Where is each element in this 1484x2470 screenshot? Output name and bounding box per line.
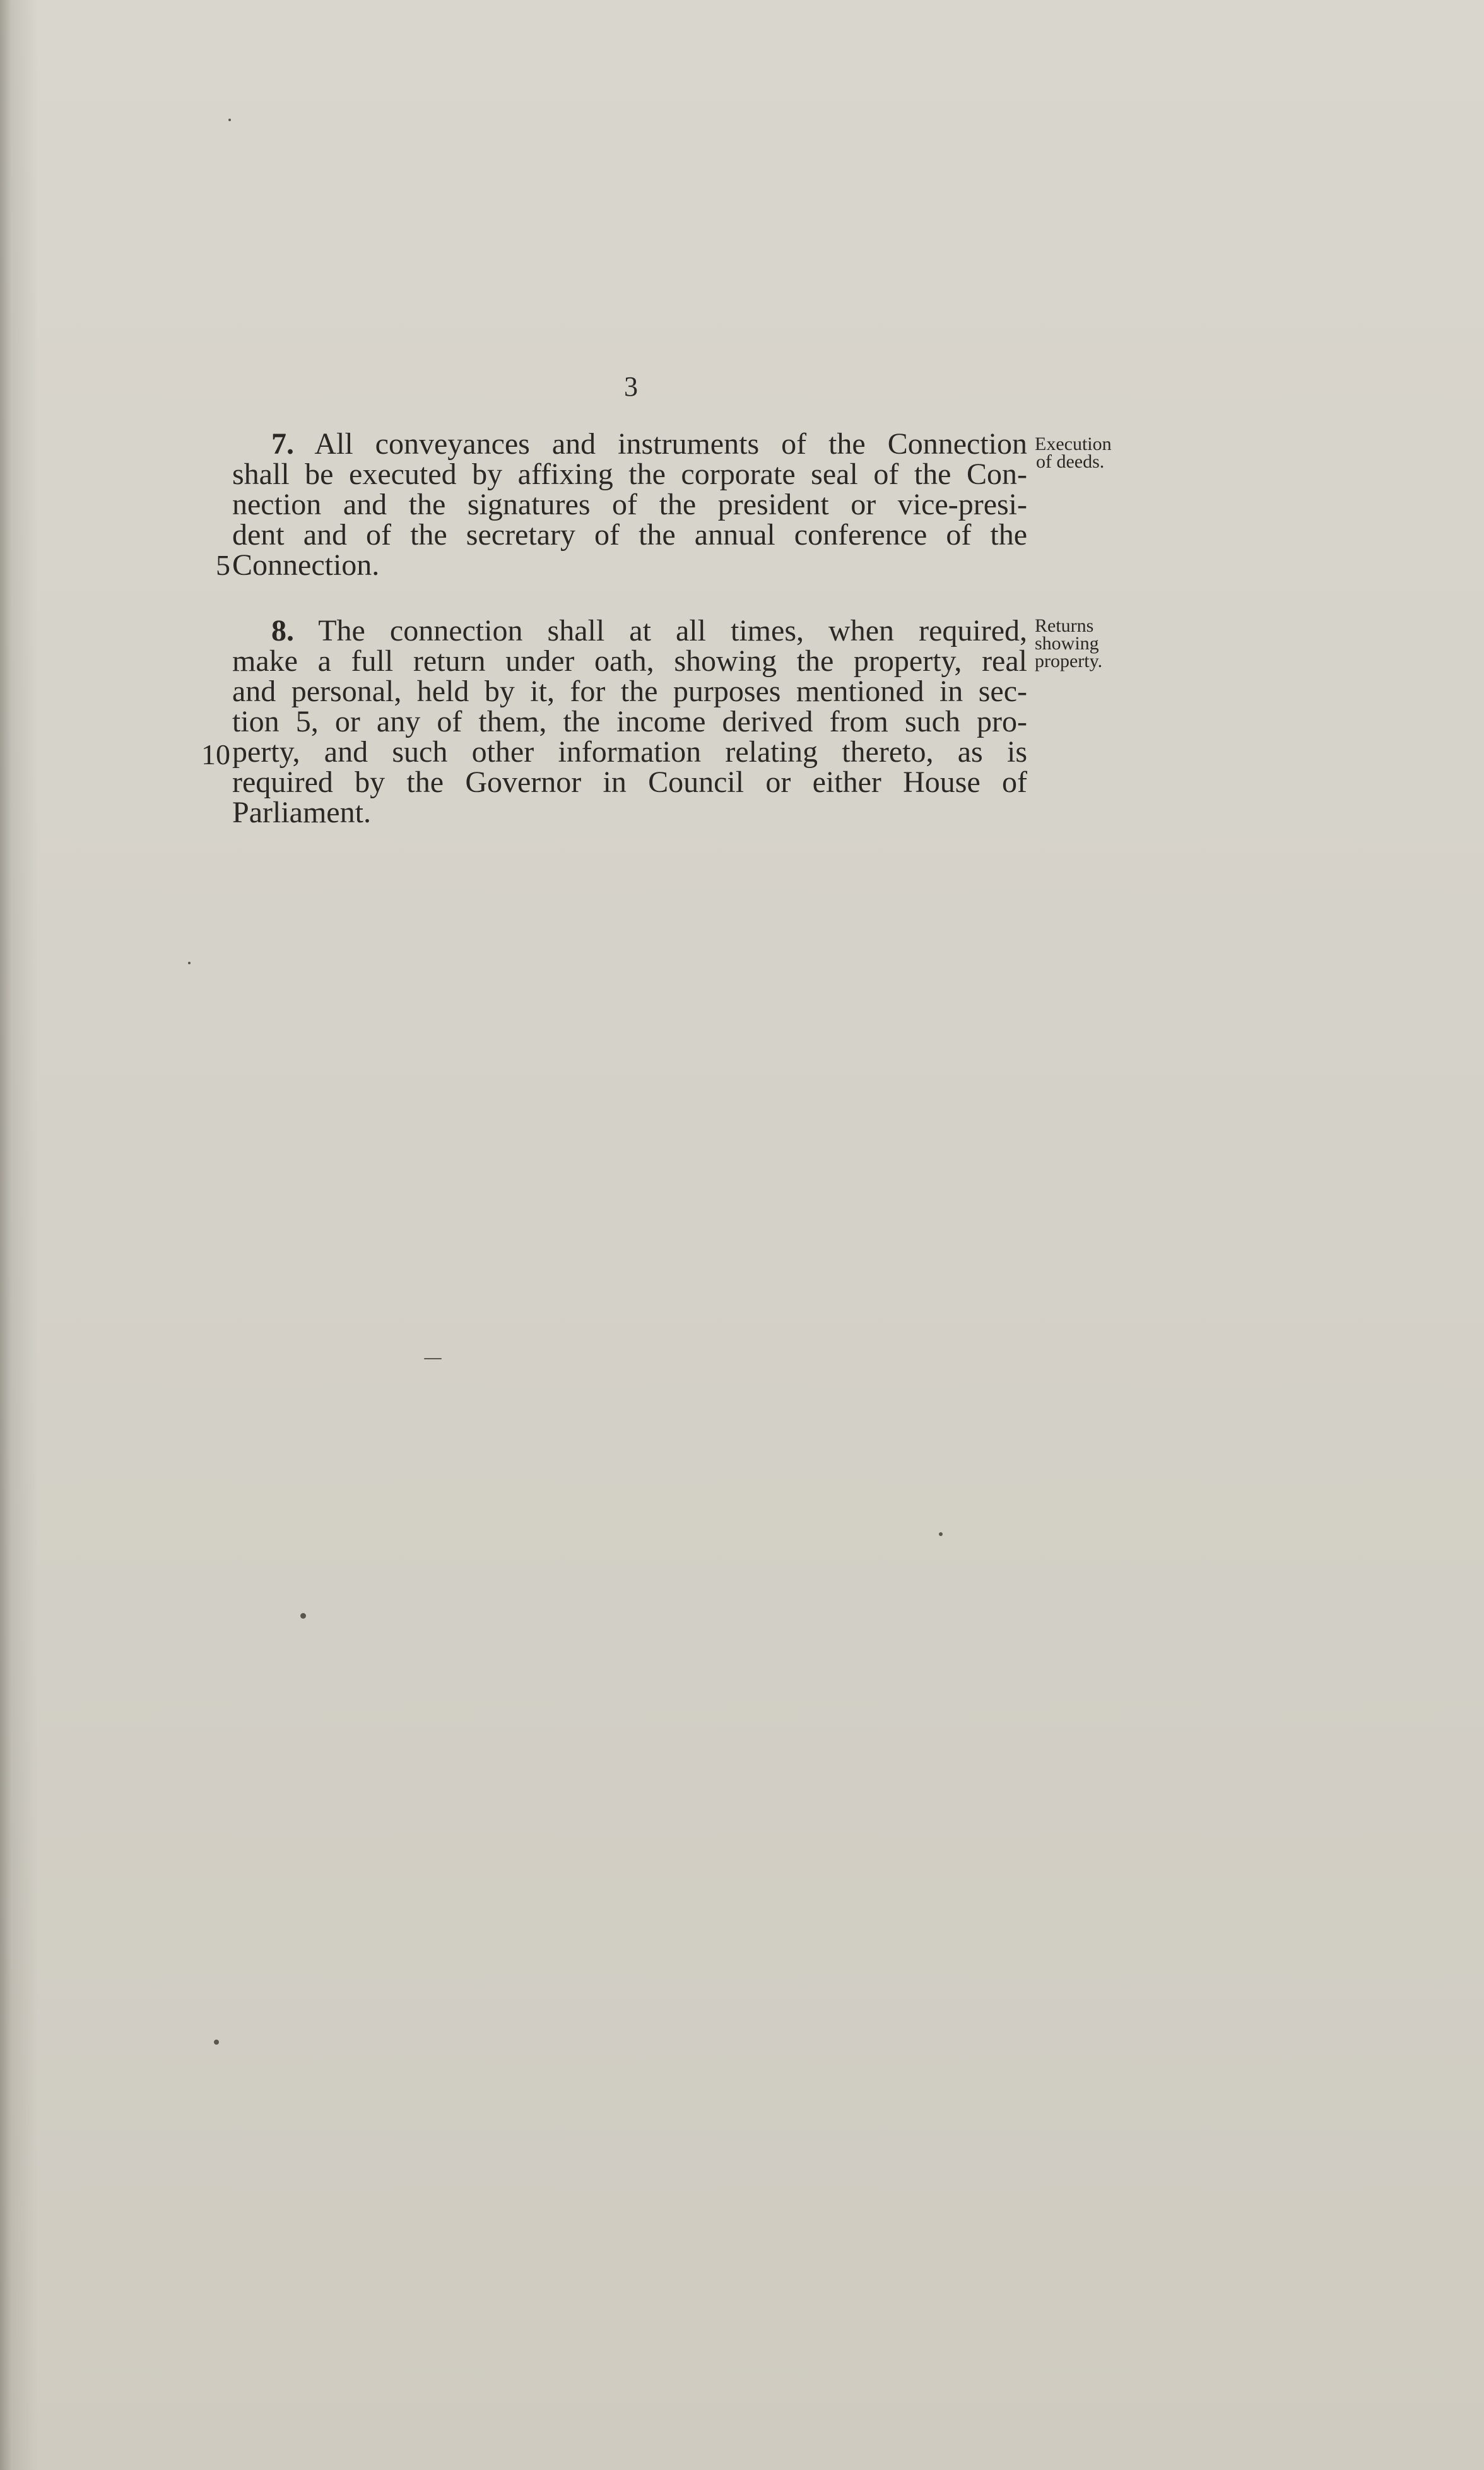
section-line: Connection. (232, 548, 380, 582)
margin-note-line: property. (1035, 651, 1103, 671)
section-line: perty, and such other information relating thereto, as is (232, 735, 1027, 769)
margin-note-execution-of-deeds (1035, 435, 1136, 471)
paper-speck (214, 2040, 219, 2045)
section-line: and personal, held by it, for the purposes mentioned in sec- (232, 675, 1027, 708)
section-line: nection and the signatures of the president or vice-presi- (232, 488, 1027, 521)
section-line: required by the Governor in Council or either House of (232, 765, 1027, 799)
margin-note-line: of deeds. (1036, 451, 1105, 472)
section-number: 7. (271, 427, 294, 461)
line-number: 10 (201, 738, 230, 771)
section-line: 8. The connection shall at all times, when required, (271, 614, 1027, 647)
section-line: shall be executed by affixing the corporate seal of the Con- (232, 458, 1027, 491)
page-number: 3 (624, 371, 638, 402)
margin-note-line: Returns (1035, 615, 1094, 636)
line-number: 5 (216, 549, 230, 581)
section-line: make a full return under oath, showing the property, real (232, 644, 1027, 678)
paper-speck (228, 119, 231, 121)
section-number: 8. (271, 614, 294, 647)
section-8 (232, 616, 1027, 828)
paper-speck (188, 962, 191, 964)
paper-speck (939, 1532, 943, 1536)
margin-note-returns-showing-property (1035, 617, 1136, 670)
paper-speck (300, 1613, 306, 1619)
section-line: 7. All conveyances and instruments of the Connection (271, 427, 1027, 461)
paper-speck (424, 1358, 442, 1359)
margin-note-line: Execution (1035, 434, 1112, 454)
margin-note-line: showing (1035, 633, 1099, 654)
section-line: Parliament. (232, 796, 371, 829)
section-7 (232, 429, 1027, 581)
section-line: dent and of the secretary of the annual conference of the (232, 518, 1027, 552)
section-line: tion 5, or any of them, the income derived from such pro- (232, 705, 1027, 738)
